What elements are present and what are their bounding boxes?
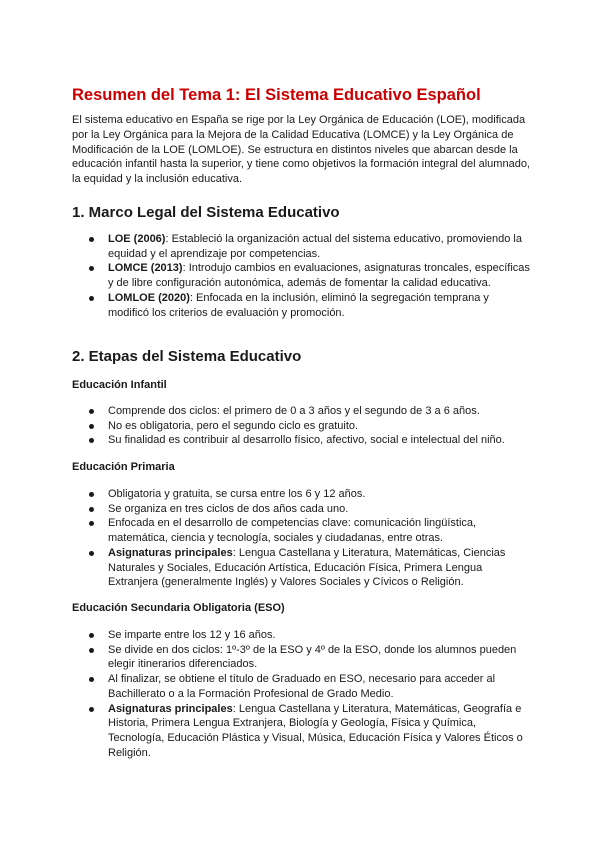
item-text: Su finalidad es contribuir al desarrollo físico, afectivo, social e intelectual del niño. <box>108 434 505 447</box>
list-item <box>72 487 530 502</box>
item-text: Obligatoria y gratuita, se cursa entre los 6 y 12 años. <box>108 488 366 500</box>
bullet-icon <box>89 438 94 443</box>
bullet-icon <box>89 521 94 526</box>
bullet-icon <box>89 677 94 682</box>
bullet-icon <box>89 648 94 653</box>
list-item <box>72 404 530 419</box>
list-item <box>72 261 530 290</box>
item-text: No es obligatoria, pero el segundo ciclo es gratuito. <box>108 419 359 432</box>
list-item <box>72 702 530 761</box>
subheading-primaria: Educación Primaria <box>72 461 175 473</box>
subjects-text: : Lengua Castellana y Literatura, Matemáticas, Ciencias Naturales y Sociales, Educación Artística, Educación Física, Primera Lengua Extranjera (generalmente Inglés) y Valores Sociales y Cívicos o Religión. <box>108 546 506 589</box>
item-text: Se imparte entre los 12 y 16 años. <box>108 629 276 641</box>
law-description: : Enfocada en la inclusión, eliminó la segregación temprana y modificó los criterios de evaluación y promoción. <box>108 291 489 319</box>
bullet-icon <box>89 633 94 638</box>
subheading-infantil: Educación Infantil <box>72 379 167 391</box>
marco-legal-list <box>72 232 530 320</box>
law-description: : Introdujo cambios en evaluaciones, asignaturas troncales, específicas y de libre configuración autonómica, además de fomentar la calidad educativa. <box>108 262 530 290</box>
bullet-icon <box>89 237 94 242</box>
list-item <box>72 643 530 672</box>
section-heading-marco-legal: 1. Marco Legal del Sistema Educativo <box>72 204 340 221</box>
list-item <box>72 672 530 701</box>
law-name: LOE (2006) <box>108 233 166 245</box>
intro-paragraph: El sistema educativo en España se rige por la Ley Orgánica de Educación (LOE), modificada por la Ley Orgánica para la Mejora de la Calidad Educativa (LOMCE) y la Ley Orgánica de Modificación de la LOE (LOMLOE). Se estructura en distintos niveles que abarcan desde la educación infantil hasta la superior, y tiene como objetivos la formación integral del alumnado, la equidad y la inclusión educativa. <box>72 114 530 186</box>
subjects-label: Asignaturas principales <box>108 546 233 559</box>
subheading-eso: Educación Secundaria Obligatoria (ESO) <box>72 602 285 614</box>
infantil-list <box>72 404 530 448</box>
bullet-icon <box>89 409 94 414</box>
law-name: LOMCE (2013) <box>108 262 183 275</box>
section-heading-etapas: 2. Etapas del Sistema Educativo <box>72 348 302 365</box>
law-description: : Estableció la organización actual del sistema educativo, promoviendo la equidad y el aprendizaje por competencias. <box>108 233 522 260</box>
bullet-icon <box>89 492 94 497</box>
bullet-icon <box>89 551 94 556</box>
list-item <box>72 628 530 643</box>
eso-list <box>72 628 530 760</box>
subjects-label: Asignaturas principales <box>108 702 233 715</box>
list-item <box>72 291 530 320</box>
document-title: Resumen del Tema 1: El Sistema Educativo Español <box>72 86 481 104</box>
item-text: Comprende dos ciclos: el primero de 0 a 3 años y el segundo de 3 a 6 años. <box>108 405 480 417</box>
primaria-list <box>72 487 530 590</box>
item-text: Al finalizar, se obtiene el título de Graduado en ESO, necesario para acceder al Bachillerato o a la Formación Profesional de Grado Medio. <box>108 673 496 700</box>
bullet-icon <box>89 424 94 429</box>
bullet-icon <box>89 296 94 301</box>
bullet-icon <box>89 266 94 271</box>
list-item <box>72 502 530 517</box>
item-text: Se organiza en tres ciclos de dos años cada uno. <box>108 502 349 515</box>
subjects-text: : Lengua Castellana y Literatura, Matemáticas, Geografía e Historia, Primera Lengua Extranjera, Biología y Geología, Física y Química, Tecnología, Educación Plástica y Visual, Música, Educación Física y Valores Éticos o Religión. <box>108 702 523 759</box>
list-item <box>72 419 530 434</box>
item-text: Enfocada en el desarrollo de competencias clave: comunicación lingüística, matemática, ciencia y tecnología, sociales y ciudadanas, entre otras. <box>108 517 477 545</box>
bullet-icon <box>89 507 94 512</box>
item-text: Se divide en dos ciclos: 1º-3º de la ESO y 4º de la ESO, donde los alumnos pueden elegir itinerarios diferenciados. <box>108 643 517 671</box>
bullet-icon <box>89 707 94 712</box>
list-item <box>72 433 530 448</box>
list-item <box>72 546 530 590</box>
law-name: LOMLOE (2020) <box>108 291 190 304</box>
list-item <box>72 516 530 545</box>
list-item <box>72 232 530 261</box>
